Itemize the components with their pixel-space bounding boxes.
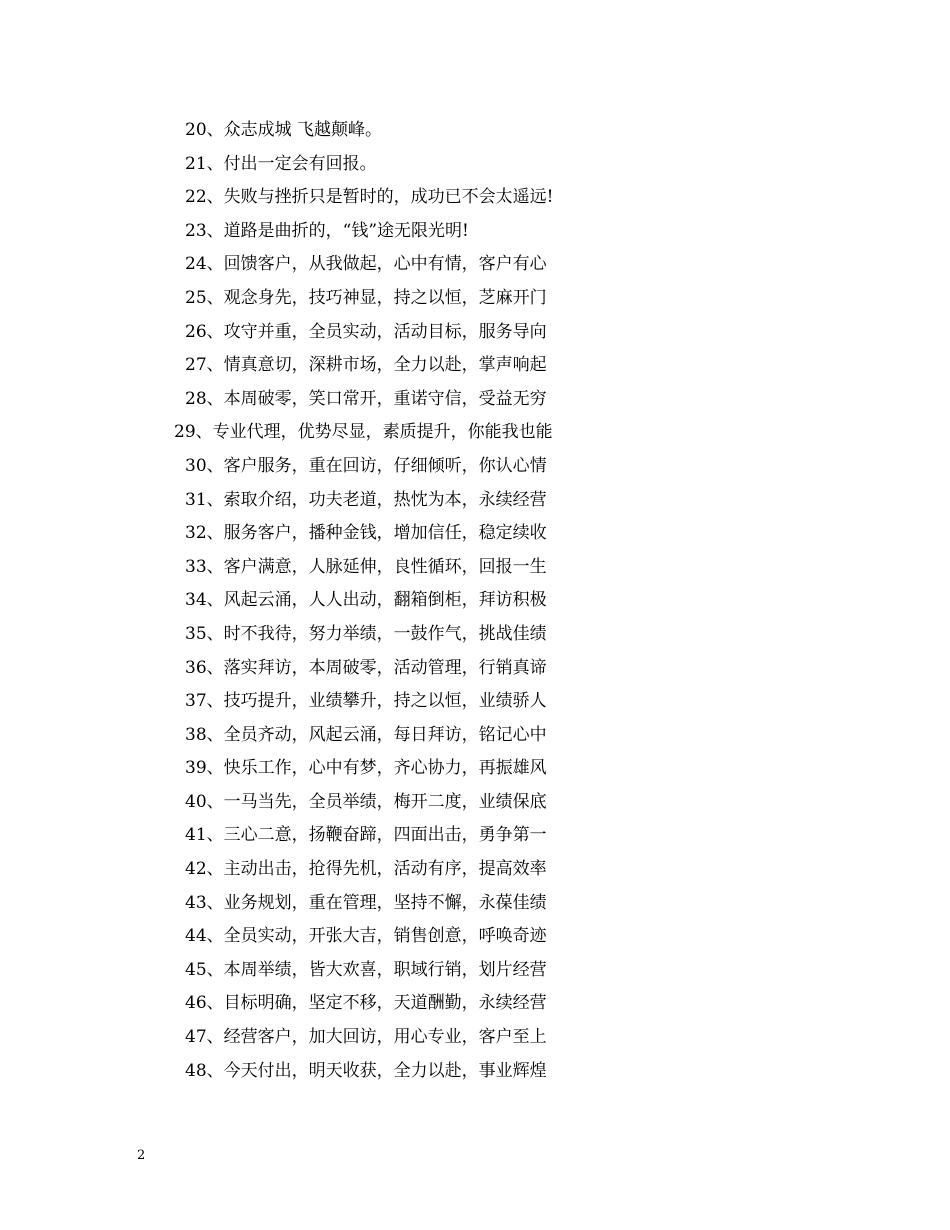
- list-item: 38、全员齐动，风起云涌，每日拜访，铭记心中: [185, 724, 547, 745]
- list-item: 30、客户服务，重在回访，仔细倾听，你认心情: [185, 455, 547, 476]
- list-item: 28、本周破零，笑口常开，重诺守信，受益无穷: [185, 388, 547, 409]
- list-item: 26、攻守并重，全员实动，活动目标，服务导向: [185, 321, 547, 342]
- list-item: 43、业务规划，重在管理，坚持不懈，永葆佳绩: [185, 892, 547, 913]
- list-item: 35、时不我待，努力举绩，一鼓作气，挑战佳绩: [185, 623, 547, 644]
- list-item: 24、回馈客户，从我做起，心中有情，客户有心: [185, 254, 547, 275]
- list-item: 40、一马当先，全员举绩，梅开二度，业绩保底: [185, 791, 547, 812]
- list-item: 29、专业代理，优势尽显，素质提升，你能我也能: [174, 422, 553, 443]
- list-item: 36、落实拜访，本周破零，活动管理，行销真谛: [185, 657, 547, 678]
- list-item: 23、道路是曲折的，“钱”途无限光明!: [185, 220, 469, 241]
- list-item: 20、众志成城 飞越颠峰。: [185, 120, 383, 140]
- list-item: 34、风起云涌，人人出动，翻箱倒柜，拜访积极: [185, 590, 547, 611]
- list-item: 22、失败与挫折只是暂时的，成功已不会太遥远!: [185, 187, 554, 208]
- list-item: 42、主动出击，抢得先机，活动有序，提高效率: [185, 859, 547, 880]
- list-item: 45、本周举绩，皆大欢喜，职域行销，划片经营: [185, 959, 547, 980]
- list-item: 46、目标明确，坚定不移，天道酬勤，永续经营: [185, 993, 547, 1014]
- list-item: 37、技巧提升，业绩攀升，持之以恒，业绩骄人: [185, 691, 547, 712]
- slogan-list: [0, 114, 950, 1088]
- list-item: 39、快乐工作，心中有梦，齐心协力，再振雄风: [185, 758, 547, 779]
- list-item: 47、经营客户，加大回访，用心专业，客户至上: [185, 1027, 547, 1048]
- list-item: 41、三心二意，扬鞭奋蹄，四面出击，勇争第一: [185, 825, 547, 846]
- list-item: 31、索取介绍，功夫老道，热忱为本，永续经营: [185, 489, 547, 510]
- page-number: 2: [137, 1148, 146, 1163]
- list-item: 48、今天付出，明天收获，全力以赴，事业辉煌: [185, 1060, 547, 1081]
- list-item: 25、观念身先，技巧神显，持之以恒，芝麻开门: [185, 287, 547, 308]
- list-item: 21、付出一定会有回报。: [185, 153, 377, 174]
- list-item: 27、情真意切，深耕市场，全力以赴，掌声响起: [185, 355, 547, 376]
- list-item: 32、服务客户，播种金钱，增加信任，稳定续收: [185, 523, 547, 544]
- list-item: 33、客户满意，人脉延伸，良性循环，回报一生: [185, 556, 547, 577]
- list-item: 44、全员实动，开张大吉，销售创意，呼唤奇迹: [185, 926, 547, 947]
